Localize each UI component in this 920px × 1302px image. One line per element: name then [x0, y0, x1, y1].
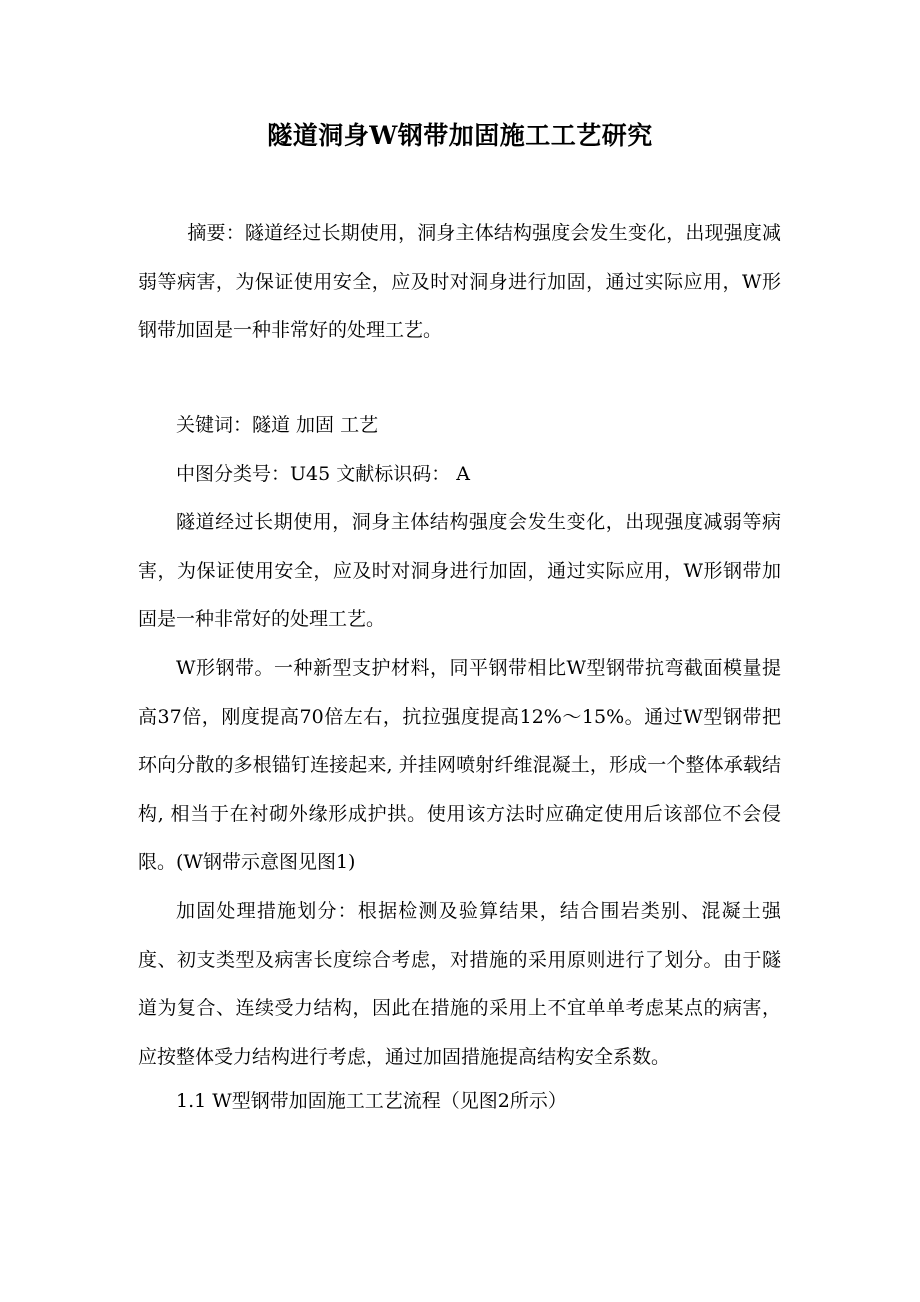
section-heading: 1.1 W型钢带加固施工工艺流程（见图2所示）: [176, 1090, 567, 1112]
document-title: 隧道洞身W钢带加固施工工艺研究: [267, 121, 653, 150]
abstract-paragraph: 摘要：隧道经过长期使用，洞身主体结构强度会发生变化，出现强度减弱等病害，为保证使用安全，应及时对洞身进行加固，通过实际应用，W形钢带加固是一种非常好的处理工艺。: [138, 222, 781, 342]
body-paragraph-measures: 加固处理措施划分：根据检测及验算结果，结合围岩类别、混凝土强度、初支类型及病害长度综合考虑，对措施的采用原则进行了划分。由于隧道为复合、连续受力结构，因此在措施的采用上不宜单单考虑某点的病害，应按整体受力结构进行考虑，通过加固措施提高结构安全系数。: [138, 900, 781, 1068]
body-paragraph-w-steel-strip: W形钢带。一种新型支护材料，同平钢带相比W型钢带抗弯截面模量提高37倍，刚度提高70倍左右，抗拉强度提高12%～15%。通过W型钢带把环向分散的多根锚钉连接起来, 并挂网喷射纤维混凝土，形成一个整体承载结构, 相当于在衬砌外缘形成护拱。使用该方法时应确定使用后该部位不会侵限。(W钢带示意图见图1): [138, 657, 781, 874]
classification-line: 中图分类号：U45 文献标识码： A: [176, 463, 470, 485]
body-paragraph-intro: 隧道经过长期使用，洞身主体结构强度会发生变化，出现强度减弱等病害，为保证使用安全，应及时对洞身进行加固，通过实际应用，W形钢带加固是一种非常好的处理工艺。: [138, 511, 781, 631]
keywords-line: 关键词：隧道 加固 工艺: [176, 414, 379, 436]
